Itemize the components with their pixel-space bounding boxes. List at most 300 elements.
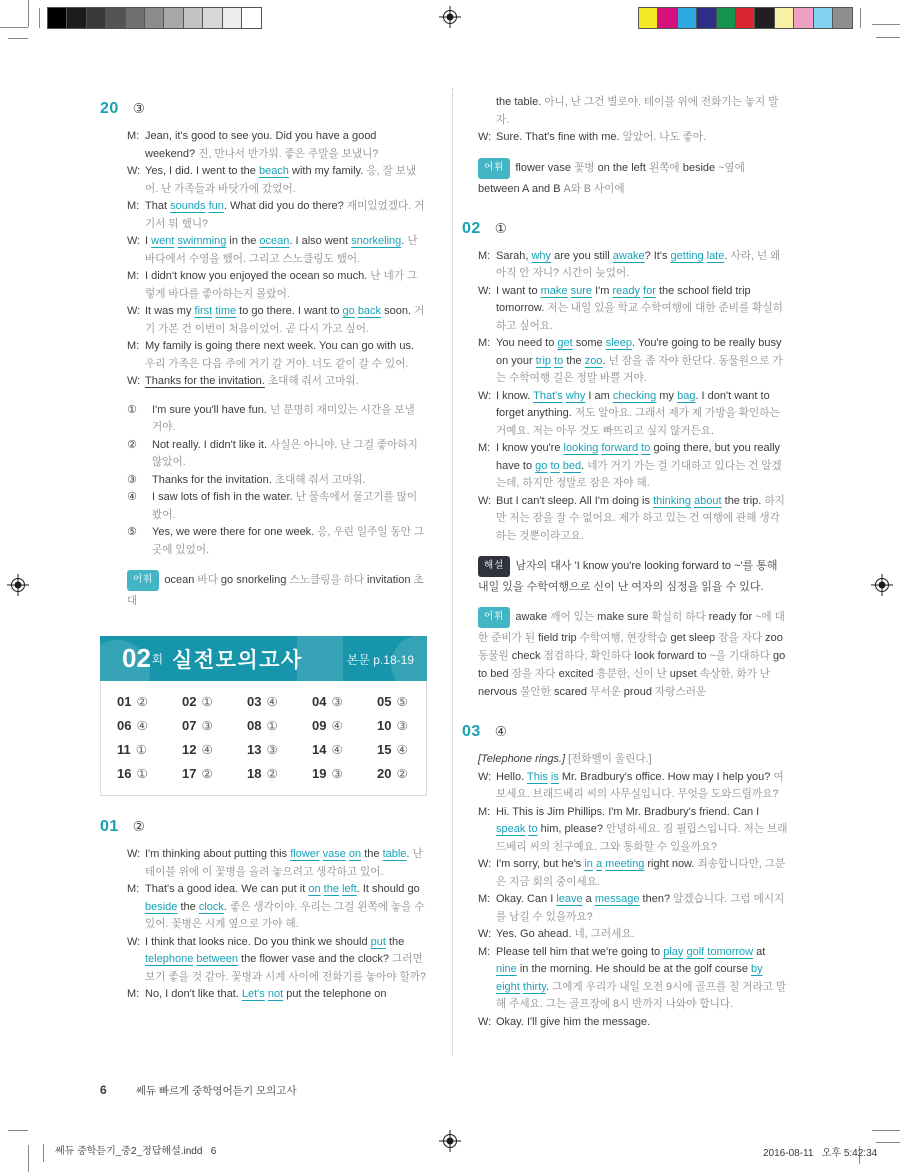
answer-option [127, 489, 427, 524]
dialogue-line [478, 944, 789, 1014]
answer-cell [231, 766, 296, 781]
calibration-swatch [87, 8, 106, 28]
calibration-swatch [223, 8, 242, 28]
dialogue-text: That sounds fun. What did you do there? 재미있었겠다. 거기서 뭐 했니? [145, 200, 425, 230]
highlighted-word: on [348, 848, 362, 860]
answer-cell [361, 766, 426, 781]
dialogue-line [127, 881, 427, 934]
korean-translation: 초대해 줘서 고마워. [267, 375, 359, 387]
highlighted-word: speak [496, 823, 526, 835]
answer-choice: ③ [331, 767, 343, 781]
korean-translation: 흥분한, 신이 난 [596, 668, 667, 680]
vocab-text: flower vase 꽃병 on the left 왼쪽에 beside ~옆에 between A and B A와 B 사이에 [478, 161, 745, 195]
dialogue-text: Okay. Can I leave a message then? 알겠습니다. 그럼 메시지를 남길 수 있을까요? [496, 893, 785, 923]
calibration-swatch [678, 8, 697, 28]
highlighted-word: why [531, 249, 552, 262]
highlighted-word: not [267, 988, 284, 1000]
dialogue-text: That's a good idea. We can put it on the left. It should go beside the clock. 좋은 생각이야. 우리는 그걸 왼쪽에 놓을 수 있어. 꽃병은 시계 옆으로 가야 해. [145, 883, 425, 930]
speaker-label: M: [478, 805, 491, 818]
korean-translation: 수학여행, 현장학습 [579, 632, 668, 644]
highlighted-word: checking [612, 389, 657, 402]
answer-cell [166, 742, 231, 757]
question-03-section [462, 723, 789, 1031]
highlighted-word: time [215, 305, 237, 317]
highlighted-word: first [194, 305, 213, 317]
dialogue-line [478, 856, 789, 891]
korean-translation: 응, 우린 일주일 동안 그곳에 있었어. [152, 526, 425, 556]
option-text: Yes, we were there for one week. 응, 우린 일주일 동안 그곳에 있었어. [152, 526, 425, 556]
highlighted-word: go [342, 305, 355, 317]
highlighted-word: ocean [259, 235, 290, 247]
answer-choice: ① [135, 743, 147, 757]
highlighted-word: telephone [145, 953, 194, 965]
dialogue-line [478, 1014, 789, 1032]
highlighted-word: Let's [241, 988, 265, 1000]
korean-translation: 안녕하세요. 짐 필립스입니다. 저는 브래드베리 씨의 친구예요. 그와 통화할 수 있을까요? [496, 823, 788, 853]
dialogue-text: I'm sorry, but he's in a meeting right now. 죄송합니다만, 그분은 지금 회의 중이세요. [496, 858, 786, 888]
korean-translation: 잠을 자다 [511, 668, 556, 680]
answer-question-number: 14 [312, 742, 327, 757]
trim-mark [28, 1145, 29, 1172]
explanation-note [478, 557, 789, 596]
dialogue-text: I think that looks nice. Do you think we should put the telephone between the flower vase and the clock? 그러면 보기 좋을 것 같아. 꽃병과 시계 사이에 전화기를 놓아야 할까? [145, 935, 426, 983]
vocab-badge: 어휘 [478, 607, 510, 628]
option-number: ③ [127, 473, 137, 486]
stage-direction: [Telephone rings.] [전화벨이 울린다.] [478, 753, 652, 765]
highlighted-word: fun [208, 200, 224, 212]
registration-mark [7, 574, 29, 596]
answer-question-number: 17 [182, 766, 197, 781]
highlighted-word: back [357, 305, 382, 317]
korean-translation: 초대해 줘서 고마워. [274, 473, 366, 486]
calibration-swatch [814, 8, 833, 28]
answer-choice: ④ [136, 719, 148, 733]
highlighted-word: tomorrow [707, 945, 754, 958]
highlighted-word: get [557, 337, 573, 349]
highlighted-word: swimming [177, 235, 227, 247]
answer-choice: ③ [396, 719, 408, 733]
korean-translation: 난 바다에서 수영을 했어. 그리고 스노클링도 했어. [145, 235, 418, 265]
answer-question-number: 01 [117, 694, 132, 709]
answer-key-grid [100, 681, 427, 796]
calibration-swatch [755, 8, 774, 28]
highlighted-word: bed [562, 459, 582, 472]
question-01-continuation [478, 94, 789, 198]
answer-choice: ② [396, 767, 408, 781]
korean-translation: 넌 분명히 재미있는 시간을 보낼 거야. [152, 403, 415, 433]
dialogue-text: Hello. This is Mr. Bradbury's office. How may I help you? 여보세요. 브래드베리 씨의 사무실입니다. 무엇을 도와드릴까요? [496, 770, 784, 800]
dialogue-text: Please tell him that we're going to play golf tomorrow at nine in the morning. He should be at the golf course by eight thirty. 그에게 우리가 내일 오전 9시에 골프를 칠 거라고 말해 주세요. 그는 골프장에 8시 반까지 나와야 합니다. [496, 945, 787, 1010]
answer-option [127, 524, 427, 559]
highlighted-word: forward [601, 442, 639, 454]
dialogue-text: No, I don't like that. Let's not put the telephone on [145, 988, 387, 1000]
dialogue-line [127, 198, 427, 233]
korean-translation: 네, 그러세요. [574, 928, 635, 940]
speaker-label: M: [127, 270, 140, 282]
answer-question-number: 02 [182, 694, 197, 709]
korean-translation: 왼쪽에 [648, 161, 680, 174]
highlighted-word: to [554, 354, 564, 367]
dialogue-line [127, 373, 427, 391]
answer-cell [101, 742, 166, 757]
registration-mark [439, 1130, 461, 1152]
answer-question-number: 04 [312, 694, 327, 709]
highlighted-word: the [323, 883, 339, 895]
calibration-swatch [145, 8, 164, 28]
calibration-swatch [184, 8, 203, 28]
highlighted-word: to [550, 459, 560, 472]
answer-cell [361, 694, 426, 709]
korean-translation: 응, 잘 보냈어. 난 가족들과 바닷가에 갔었어. [145, 165, 417, 195]
highlighted-word: a [595, 858, 603, 870]
page-number: 6 [100, 1083, 107, 1097]
korean-translation: 하지만 저는 잠을 잘 수 없어요. 제가 하고 있는 건 여행에 관해 생각하는 것뿐이라고요. [496, 494, 785, 542]
explanation-badge: 해설 [478, 556, 510, 577]
korean-translation: A와 B 사이에 [563, 182, 625, 195]
answer-choice: ① [266, 719, 278, 733]
calibration-swatch [126, 8, 145, 28]
trim-mark [39, 8, 40, 28]
highlighted-word: to [641, 442, 651, 454]
answer-option [127, 402, 427, 437]
speaker-label: W: [478, 131, 492, 143]
dialogue-text: Yes. Go ahead. 네, 그러세요. [496, 928, 635, 940]
question-number: 01 [100, 818, 119, 835]
question-answer: ② [132, 819, 145, 834]
page-reference: 본문 p.18-19 [346, 653, 414, 667]
highlighted-word: eight [496, 980, 520, 993]
dialogue-line [127, 128, 427, 163]
calibration-swatch [67, 8, 86, 28]
vocab-note [127, 571, 427, 610]
dialogue-text: I didn't know you enjoyed the ocean so much. 난 네가 그렇게 바다를 좋아하는지 몰랐어. [145, 270, 418, 300]
answer-cell [231, 694, 296, 709]
korean-translation: 무서운 [590, 686, 621, 698]
dialogue-line [127, 163, 427, 198]
dialogue-text: I'm thinking about putting this flower vase on the table. 난 테이블 위에 이 꽃병을 올려 놓으려고 생각하고 있어. [145, 848, 423, 878]
highlighted-word: between [196, 953, 238, 965]
answer-cell [361, 718, 426, 733]
highlighted-word: golf [686, 945, 705, 958]
calibration-swatch [833, 8, 852, 28]
highlighted-word: go [535, 459, 548, 472]
answer-cell [296, 694, 361, 709]
highlighted-word: looking [563, 442, 599, 454]
calibration-swatch [203, 8, 222, 28]
speaker-label: M: [478, 249, 491, 262]
speaker-label: W: [127, 305, 141, 317]
speaker-label: M: [127, 340, 140, 352]
highlighted-word: table [382, 848, 407, 860]
highlighted-word: in [584, 858, 593, 870]
dialogue-text: I know you're looking forward to going there, but you really have to go to bed. 네가 거기 가는 걸 기대하고 있다는 건 알겠는데, 하지만 정말로 잠은 자야 해. [496, 442, 782, 489]
trim-mark [0, 27, 28, 28]
korean-translation: 거기 가본 건 이번이 처음이었어. 곧 다시 가고 싶어. [145, 305, 425, 335]
trim-mark [28, 0, 29, 27]
calibration-swatch [658, 8, 677, 28]
korean-translation: 꽃병 [574, 161, 595, 174]
highlighted-word: ready [612, 284, 640, 297]
answer-choice: ③ [331, 695, 343, 709]
dialogue-text: I know. That's why I am checking my bag. I don't want to forget anything. 저도 알아요. 그래서 제가 제 가방을 확인하는 거예요. 저는 아무 것도 빠뜨리고 싶지 않거든요. [496, 389, 780, 437]
highlighted-word: sure [570, 284, 593, 297]
speaker-label: W: [478, 389, 492, 402]
speaker-label: W: [478, 494, 492, 507]
calibration-swatch [717, 8, 736, 28]
dialogue-text: I went swimming in the ocean. I also went snorkeling. 난 바다에서 수영을 했어. 그리고 스노클링도 했어. [145, 235, 418, 265]
option-text: I saw lots of fish in the water. 난 물속에서 물고기를 많이 봤어. [152, 491, 418, 521]
answer-choice: ④ [331, 719, 343, 733]
calibration-swatch [639, 8, 658, 28]
column-divider [452, 88, 453, 1056]
answer-option [127, 437, 427, 472]
question-answer: ③ [132, 101, 145, 116]
question-20-header [100, 100, 427, 118]
round-number: 02 [122, 643, 151, 673]
answer-choice: ④ [396, 743, 408, 757]
speaker-label [478, 94, 496, 129]
korean-translation: 우리 가족은 다음 주에 거기 갈 거야. 너도 같이 갈 수 있어. [145, 357, 409, 370]
answer-question-number: 06 [117, 718, 132, 733]
dialogue-text: You need to get some sleep. You're going to be really busy on your trip to the zoo. 넌 잠을 좀 자야 한단다. 동물원으로 가는 수학여행 길은 정말 바쁠 거야. [496, 337, 783, 384]
korean-translation: 알았어. 나도 좋아. [622, 131, 707, 143]
highlighted-word: thirty [522, 980, 546, 993]
vocab-note [478, 608, 789, 701]
question-02-header [462, 220, 789, 238]
answer-choice: ③ [201, 719, 213, 733]
korean-translation: 알겠습니다. 그럼 메시지를 남길 수 있을까요? [496, 893, 785, 923]
answer-choice: ④ [331, 743, 343, 757]
dialogue-text: Sure. That's fine with me. 알았어. 나도 좋아. [496, 131, 707, 143]
speaker-label: M: [127, 200, 140, 212]
highlighted-word: vase [322, 848, 346, 860]
dialogue-text: My family is going there next week. You can go with us. 우리 가족은 다음 주에 거기 갈 거야. 너도 같이 갈 수 있어. [145, 340, 415, 370]
answer-question-number: 10 [377, 718, 392, 733]
question-02-section [462, 220, 789, 702]
korean-translation: 사실은 아니야. 난 그걸 좋아하지 않았어. [152, 438, 418, 468]
dialogue-line [478, 891, 789, 926]
highlighted-word: zoo [584, 354, 603, 367]
trim-mark [872, 1130, 900, 1131]
korean-translation: 확실히 하다 [651, 611, 706, 623]
question-01-section [100, 818, 427, 1004]
option-number: ② [127, 438, 137, 451]
highlighted-word: leave [556, 893, 583, 905]
question-03-header [462, 723, 789, 741]
answer-cell [101, 694, 166, 709]
korean-translation: 바다 [197, 574, 218, 586]
korean-translation: 난 네가 그렇게 바다를 좋아하는지 몰랐어. [145, 270, 418, 300]
trim-mark [872, 24, 900, 25]
print-timestamp: 2016-08-11 오후 5:42:34 [763, 1148, 878, 1159]
dialogue-line [127, 233, 427, 268]
answer-cell [231, 742, 296, 757]
highlighted-word: on [308, 883, 321, 895]
dialogue-line [478, 804, 789, 857]
dialogue-line [127, 846, 427, 881]
highlighted-word: meeting [605, 858, 645, 870]
korean-translation: 저도 알아요. 그래서 제가 제 가방을 확인하는 거예요. 저는 아무 것도 빠뜨리고 싶지 않거든요. [496, 407, 780, 437]
dialogue-text: Hi. This is Jim Phillips. I'm Mr. Bradbury's friend. Can I speak to him, please? 안녕하세요. 짐 필립스입니다. 저는 브래드베리 씨의 친구예요. 그와 통화할 수 있을까요? [496, 805, 788, 853]
korean-translation: 네가 거기 가는 걸 기대하고 있다는 건 알겠는데, 하지만 정말로 잠은 자야 해. [496, 459, 782, 489]
book-title: 쎄듀 빠르게 중학영어듣기 모의고사 [135, 1085, 297, 1097]
korean-translation: ~옆에 [718, 161, 745, 174]
print-file-info: 쎄듀 중학듣기_중2_정답해설.indd 6 [55, 1146, 217, 1157]
dialogue-text: It was my first time to go there. I want to go back soon. 거기 가본 건 이번이 처음이었어. 곧 다시 가고 싶어. [145, 305, 425, 335]
option-number: ④ [127, 491, 137, 503]
korean-translation: 스노클링을 하다 [289, 574, 364, 586]
question-20-body [127, 128, 427, 610]
answer-question-number: 03 [247, 694, 262, 709]
korean-translation: 점검하다, 확인하다 [543, 650, 632, 662]
answer-cell [101, 766, 166, 781]
trim-mark [876, 1142, 900, 1143]
highlighted-word: thinking [653, 494, 691, 507]
speaker-label: M: [478, 337, 491, 349]
highlighted-word: by [751, 963, 763, 975]
question-03-body [478, 751, 789, 1031]
korean-translation: 재미있었겠다. 거기서 뭐 했니? [145, 200, 425, 230]
question-02-body [478, 248, 789, 702]
answer-choice: ② [266, 767, 278, 781]
calibration-swatch [242, 8, 261, 28]
calibration-swatch [48, 8, 67, 28]
answer-choice: ① [136, 767, 148, 781]
highlighted-word: flower [290, 848, 320, 860]
dialogue-line [127, 934, 427, 987]
korean-translation: 깨어 있는 [550, 611, 595, 623]
question-01-header [100, 818, 427, 836]
korean-translation: 난 테이블 위에 이 꽃병을 올려 놓으려고 생각하고 있어. [145, 848, 423, 878]
dialogue-line [478, 926, 789, 944]
speaker-label: M: [478, 945, 491, 958]
trim-mark [860, 8, 861, 28]
korean-translation: 동물원 [478, 650, 509, 662]
dialogue-line [478, 440, 789, 493]
option-text: Thanks for the invitation. 초대해 줘서 고마워. [152, 473, 366, 486]
highlighted-word: why [565, 389, 586, 402]
answer-question-number: 08 [247, 718, 262, 733]
dialogue-line [478, 388, 789, 441]
highlighted-word: That's [533, 389, 563, 402]
highlighted-word: play [663, 945, 684, 958]
color-calibration-bar [638, 7, 853, 29]
dialogue-line [478, 94, 789, 129]
trim-mark [8, 38, 28, 39]
highlighted-word: about [694, 494, 722, 507]
dialogue-line [478, 283, 789, 336]
dialogue-line [127, 986, 427, 1004]
speaker-label: W: [478, 284, 492, 297]
answer-question-number: 16 [117, 766, 132, 781]
calibration-swatch [736, 8, 755, 28]
question-01-body [127, 846, 427, 1004]
dialogue-line [478, 769, 789, 804]
option-text: Not really. I didn't like it. 사실은 아니야. 난 그걸 좋아하지 않았어. [152, 438, 418, 468]
answer-question-number: 13 [247, 742, 262, 757]
highlighted-word: put [370, 935, 386, 948]
dialogue-line [478, 129, 789, 147]
answer-question-number: 11 [117, 742, 131, 757]
answer-question-number: 15 [377, 742, 392, 757]
speaker-label: M: [478, 893, 491, 905]
answer-question-number: 09 [312, 718, 327, 733]
highlighted-word: trip [535, 354, 552, 367]
dialogue-text [145, 373, 427, 391]
answer-question-number: 20 [377, 766, 392, 781]
speaker-label: W: [127, 848, 141, 860]
registration-mark [439, 6, 461, 28]
calibration-swatch [697, 8, 716, 28]
speaker-label: W: [127, 935, 141, 948]
speaker-label: W: [127, 165, 141, 177]
korean-translation: ~에 대한 준비가 된 [478, 611, 785, 644]
round-suffix: 회 [151, 653, 164, 666]
highlighted-word: late [706, 249, 725, 262]
answer-cell [101, 718, 166, 733]
highlighted-word: is [550, 770, 559, 783]
highlighted-word: message [594, 893, 640, 905]
answer-cell [296, 718, 361, 733]
answer-question-number: 12 [182, 742, 197, 757]
highlighted-word: getting [670, 249, 704, 262]
answer-choice: ④ [201, 743, 213, 757]
dialogue-text: Okay. I'll give him the message. [496, 1015, 651, 1028]
highlighted-word: sleep [605, 337, 632, 349]
korean-translation: 그에게 우리가 내일 오전 9시에 골프를 칠 거라고 말해 주세요. 그는 골프장에 8시 반까지 나와야 합니다. [496, 980, 787, 1010]
trim-mark [43, 1144, 44, 1162]
question-number: 03 [462, 723, 481, 740]
answer-cell [166, 718, 231, 733]
trim-mark [876, 37, 900, 38]
calibration-swatch [794, 8, 813, 28]
korean-translation: 잠을 자다 [718, 632, 763, 644]
dialogue-line [127, 268, 427, 303]
korean-translation: 아니, 난 그건 별로야. 테이블 위에 전화기는 놓지 말자. [496, 96, 779, 126]
speaker-label: M: [127, 130, 140, 142]
highlighted-word: beside [145, 900, 178, 913]
question-number: 02 [462, 219, 481, 237]
grayscale-calibration-bar [47, 7, 262, 29]
left-column [100, 100, 427, 1004]
korean-translation: 사라, 넌 왜 아직 안 자니? 시간이 늦었어. [496, 249, 781, 279]
answer-choice: ② [201, 767, 213, 781]
dialogue-text: the table. 아니, 난 그건 별로야. 테이블 위에 전화기는 놓지 말자. [496, 96, 779, 126]
dialogue-line [478, 493, 789, 546]
korean-translation: 여보세요. 브래드베리 씨의 사무실입니다. 무엇을 도와드릴까요? [496, 770, 784, 800]
answer-choice: ② [136, 695, 148, 709]
dialogue-text: Sarah, why are you still awake? It's getting late. 사라, 넌 왜 아직 안 자니? 시간이 늦었어. [496, 249, 781, 279]
option-number: ① [127, 403, 137, 416]
answer-option [127, 472, 427, 490]
dialogue-line [127, 303, 427, 338]
korean-translation: [전화벨이 울린다.] [568, 753, 652, 765]
vocab-note [478, 159, 789, 198]
highlighted-word: sounds [170, 200, 206, 212]
answer-cell [166, 766, 231, 781]
dialogue-line [127, 338, 427, 373]
speaker-label: M: [127, 988, 140, 1000]
answer-question-number: 07 [182, 718, 197, 733]
answer-question-number: 19 [312, 766, 327, 781]
speaker-label: W: [478, 1015, 492, 1028]
highlighted-word: clock [198, 900, 224, 913]
highlighted-word: make [540, 284, 568, 297]
highlighted-word: awake [612, 249, 645, 262]
question-number: 20 [100, 100, 119, 117]
speaker-label: W: [478, 770, 492, 783]
dialogue-text: But I can't sleep. All I'm doing is thinking about the trip. 하지만 저는 잠을 잘 수 없어요. 제가 하고 있는 건 여행에 관해 생각하는 것뿐이라고요. [496, 494, 785, 542]
